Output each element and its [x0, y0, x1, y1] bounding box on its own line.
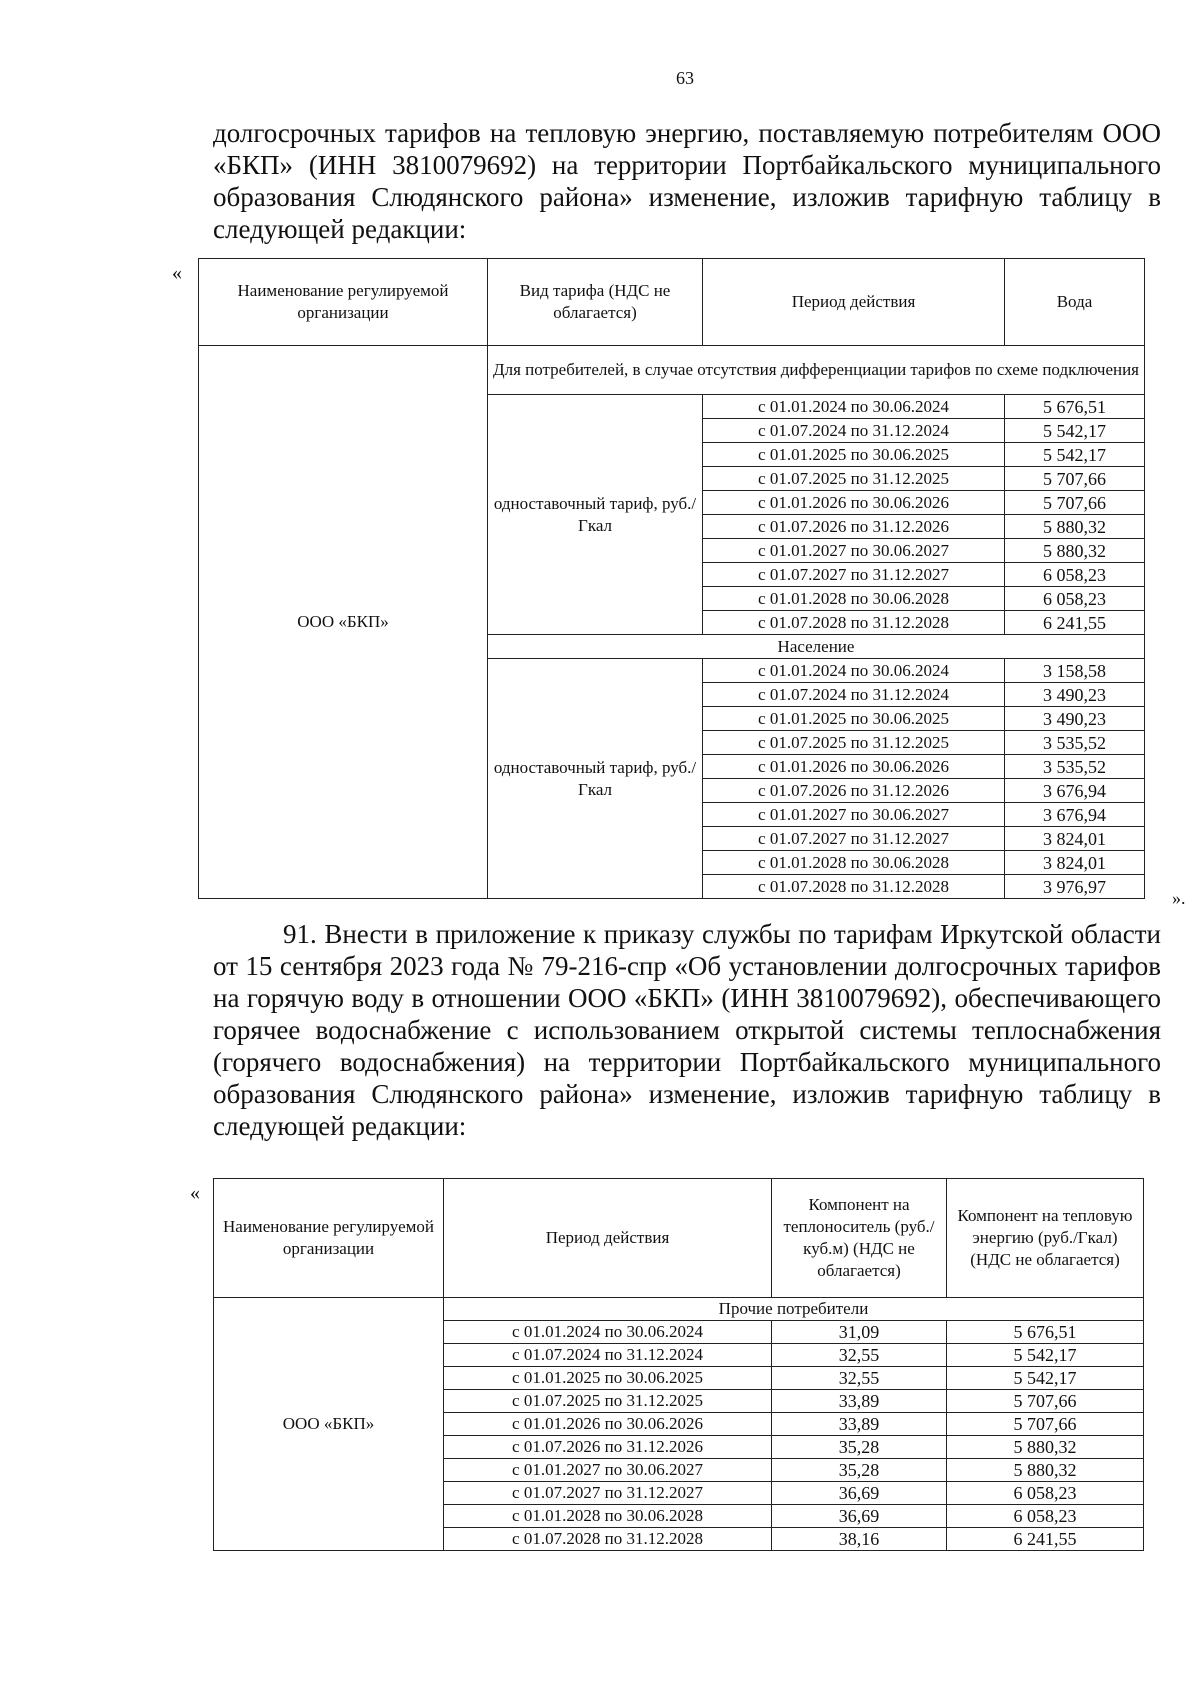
value-cell: 5 542,17 [1005, 419, 1145, 443]
value-cell: 6 058,23 [1005, 563, 1145, 587]
period-cell: с 01.01.2024 по 30.06.2024 [703, 395, 1005, 419]
period-cell: с 01.01.2026 по 30.06.2026 [703, 755, 1005, 779]
org-name-cell: ООО «БКП» [214, 1298, 444, 1551]
carrier-value-cell: 38,16 [772, 1528, 947, 1551]
energy-value-cell: 5 542,17 [947, 1344, 1144, 1367]
period-cell: с 01.07.2024 по 31.12.2024 [703, 419, 1005, 443]
period-cell: с 01.07.2024 по 31.12.2024 [703, 683, 1005, 707]
quote-close-1: ». [1172, 888, 1186, 908]
paragraph-1: долгосрочных тарифов на тепловую энергию, поставляемую потребителям ООО «БКП» (ИНН 3810079692) на территории Портбайкальского муниципального образования Слюдянского района» изменение, изложив тарифную таблицу в следующей редакции: [213, 118, 1161, 244]
value-cell: 3 676,94 [1005, 779, 1145, 803]
period-cell: с 01.01.2026 по 30.06.2026 [703, 491, 1005, 515]
value-cell: 3 824,01 [1005, 827, 1145, 851]
period-cell: с 01.07.2026 по 31.12.2026 [703, 515, 1005, 539]
period-cell: с 01.01.2027 по 30.06.2027 [444, 1459, 772, 1482]
carrier-value-cell: 36,69 [772, 1482, 947, 1505]
period-cell: с 01.07.2027 по 31.12.2027 [703, 827, 1005, 851]
energy-value-cell: 5 676,51 [947, 1321, 1144, 1344]
value-cell: 3 976,97 [1005, 875, 1145, 899]
value-cell: 3 158,58 [1005, 659, 1145, 683]
energy-value-cell: 6 058,23 [947, 1505, 1144, 1528]
paragraph-2: 91. Внести в приложение к приказу службы по тарифам Иркутской области от 15 сентября 2023 года № 79-216-спр «Об установлении долгосрочных тарифов на горячую воду в отношении ООО «БКП» (ИНН 3810079692), обеспечивающего горячее водоснабжение с использованием открытой системы теплоснабжения (горячего водоснабжения) на территории Портбайкальского муниципального образования Слюдянского района» изменение, изложив тарифную таблицу в следующей редакции: [213, 919, 1161, 1141]
page-number: 63 [676, 68, 694, 88]
header-org: Наименование регулируемой организации [199, 259, 488, 346]
org-name-cell: ООО «БКП» [199, 346, 488, 899]
carrier-value-cell: 33,89 [772, 1390, 947, 1413]
value-cell: 5 707,66 [1005, 467, 1145, 491]
period-cell: с 01.07.2028 по 31.12.2028 [703, 611, 1005, 635]
carrier-value-cell: 32,55 [772, 1367, 947, 1390]
tariff-type-cell: одноставочный тариф, руб./Гкал [488, 659, 703, 899]
section-row [214, 1298, 1144, 1321]
energy-value-cell: 5 880,32 [947, 1436, 1144, 1459]
period-cell: с 01.07.2027 по 31.12.2027 [444, 1482, 772, 1505]
header-period: Период действия [444, 1179, 772, 1298]
value-cell: 5 542,17 [1005, 443, 1145, 467]
value-cell: 3 824,01 [1005, 851, 1145, 875]
value-cell: 5 880,32 [1005, 515, 1145, 539]
value-cell: 6 058,23 [1005, 587, 1145, 611]
period-cell: с 01.01.2028 по 30.06.2028 [703, 851, 1005, 875]
section-title: Для потребителей, в случае отсутствия дифференциации тарифов по схеме подключения [488, 346, 1145, 395]
energy-value-cell: 5 707,66 [947, 1390, 1144, 1413]
value-cell: 5 676,51 [1005, 395, 1145, 419]
carrier-value-cell: 33,89 [772, 1413, 947, 1436]
value-cell: 3 490,23 [1005, 707, 1145, 731]
period-cell: с 01.07.2025 по 31.12.2025 [703, 467, 1005, 491]
carrier-value-cell: 35,28 [772, 1459, 947, 1482]
value-cell: 3 535,52 [1005, 731, 1145, 755]
section-row [199, 346, 1145, 395]
carrier-value-cell: 32,55 [772, 1344, 947, 1367]
energy-value-cell: 6 241,55 [947, 1528, 1144, 1551]
period-cell: с 01.01.2026 по 30.06.2026 [444, 1413, 772, 1436]
period-cell: с 01.07.2025 по 31.12.2025 [703, 731, 1005, 755]
header-tariff-type: Вид тарифа (НДС не облагается) [488, 259, 703, 346]
carrier-value-cell: 36,69 [772, 1505, 947, 1528]
quote-open-2: « [190, 1182, 200, 1204]
period-cell: с 01.07.2028 по 31.12.2028 [703, 875, 1005, 899]
tariff-type-cell: одноставочный тариф, руб./Гкал [488, 395, 703, 635]
period-cell: с 01.07.2026 по 31.12.2026 [703, 779, 1005, 803]
quote-open-1: « [172, 262, 182, 284]
header-energy-component: Компонент на тепловую энергию (руб./Гкал) (НДС не облагается) [947, 1179, 1144, 1298]
value-cell: 5 707,66 [1005, 491, 1145, 515]
tariff-table-hot-water [213, 1178, 1144, 1551]
carrier-value-cell: 31,09 [772, 1321, 947, 1344]
table-header-row [199, 259, 1145, 346]
table-header-row [214, 1179, 1144, 1298]
period-cell: с 01.01.2027 по 30.06.2027 [703, 539, 1005, 563]
period-cell: с 01.01.2025 по 30.06.2025 [703, 707, 1005, 731]
period-cell: с 01.01.2028 по 30.06.2028 [444, 1505, 772, 1528]
carrier-value-cell: 35,28 [772, 1436, 947, 1459]
energy-value-cell: 5 542,17 [947, 1367, 1144, 1390]
value-cell: 5 880,32 [1005, 539, 1145, 563]
section-title: Прочие потребители [444, 1298, 1144, 1321]
energy-value-cell: 5 880,32 [947, 1459, 1144, 1482]
period-cell: с 01.07.2027 по 31.12.2027 [703, 563, 1005, 587]
header-water: Вода [1005, 259, 1145, 346]
period-cell: с 01.01.2024 по 30.06.2024 [703, 659, 1005, 683]
value-cell: 3 535,52 [1005, 755, 1145, 779]
header-carrier-component: Компонент на теплоноситель (руб./куб.м) (НДС не облагается) [772, 1179, 947, 1298]
period-cell: с 01.01.2025 по 30.06.2025 [703, 443, 1005, 467]
value-cell: 3 490,23 [1005, 683, 1145, 707]
section-title: Население [488, 635, 1145, 659]
period-cell: с 01.01.2024 по 30.06.2024 [444, 1321, 772, 1344]
period-cell: с 01.01.2025 по 30.06.2025 [444, 1367, 772, 1390]
period-cell: с 01.07.2024 по 31.12.2024 [444, 1344, 772, 1367]
period-cell: с 01.01.2028 по 30.06.2028 [703, 587, 1005, 611]
period-cell: с 01.07.2025 по 31.12.2025 [444, 1390, 772, 1413]
header-org: Наименование регулируемой организации [214, 1179, 444, 1298]
header-period: Период действия [703, 259, 1005, 346]
tariff-table-heat [198, 258, 1145, 899]
energy-value-cell: 6 058,23 [947, 1482, 1144, 1505]
value-cell: 3 676,94 [1005, 803, 1145, 827]
period-cell: с 01.07.2026 по 31.12.2026 [444, 1436, 772, 1459]
value-cell: 6 241,55 [1005, 611, 1145, 635]
period-cell: с 01.07.2028 по 31.12.2028 [444, 1528, 772, 1551]
energy-value-cell: 5 707,66 [947, 1413, 1144, 1436]
period-cell: с 01.01.2027 по 30.06.2027 [703, 803, 1005, 827]
